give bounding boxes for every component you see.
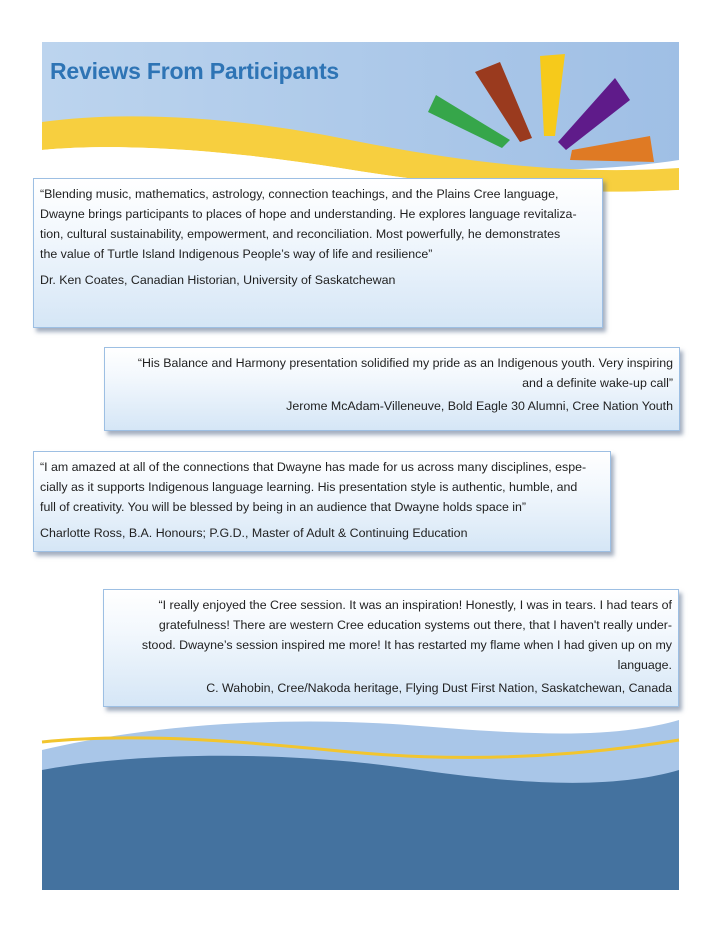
review-quote-line: “I really enjoyed the Cree session. It was an inspiration! Honestly, I was in tears. I had tears of	[158, 598, 672, 612]
review-quote-line: stood. Dwayne’s session inspired me more! It has restarted my flame when I had given up on my	[141, 638, 672, 652]
review-quote-line: language.	[617, 658, 672, 672]
review-author: Charlotte Ross, B.A. Honours; P.G.D., Master of Adult & Continuing Education	[40, 526, 468, 540]
review-quote-line: “I am amazed at all of the connections that Dwayne has made for us across many disciplines, espe-	[40, 460, 587, 474]
review-card-1	[33, 178, 603, 328]
review-quote-line: “Blending music, mathematics, astrology, connection teachings, and the Plains Cree language,	[40, 187, 559, 201]
review-quote-line: Dwayne brings participants to places of hope and understanding. He explores language revitaliza-	[40, 207, 577, 221]
review-quote-line: “His Balance and Harmony presentation solidified my pride as an Indigenous youth. Very inspiring	[137, 356, 673, 370]
review-quote-line: cially as it supports Indigenous language learning. His presentation style is authentic, humble, and	[40, 480, 578, 494]
review-quote-line: tion, cultural sustainability, empowerment, and reconciliation. Most powerfully, he demonstrates	[40, 227, 561, 241]
review-quote-line: gratefulness! There are western Cree education systems out there, that I haven't really under-	[158, 618, 672, 632]
review-quote-line: and a definite wake-up call”	[522, 376, 673, 390]
page-title: Reviews From Participants	[50, 58, 339, 84]
review-card-4	[103, 589, 679, 707]
review-card-3	[33, 451, 611, 552]
review-author: Jerome McAdam-Villeneuve, Bold Eagle 30 Alumni, Cree Nation Youth	[286, 399, 673, 413]
review-author: Dr. Ken Coates, Canadian Historian, University of Saskatchewan	[40, 273, 396, 287]
review-quote-line: full of creativity. You will be blessed by being in an audience that Dwayne holds space in”	[40, 500, 527, 514]
review-card-2	[104, 347, 680, 431]
review-author: C. Wahobin, Cree/Nakoda heritage, Flying Dust First Nation, Saskatchewan, Canada	[206, 681, 672, 695]
review-quote-line: the value of Turtle Island Indigenous People’s way of life and resilience”	[40, 247, 433, 261]
